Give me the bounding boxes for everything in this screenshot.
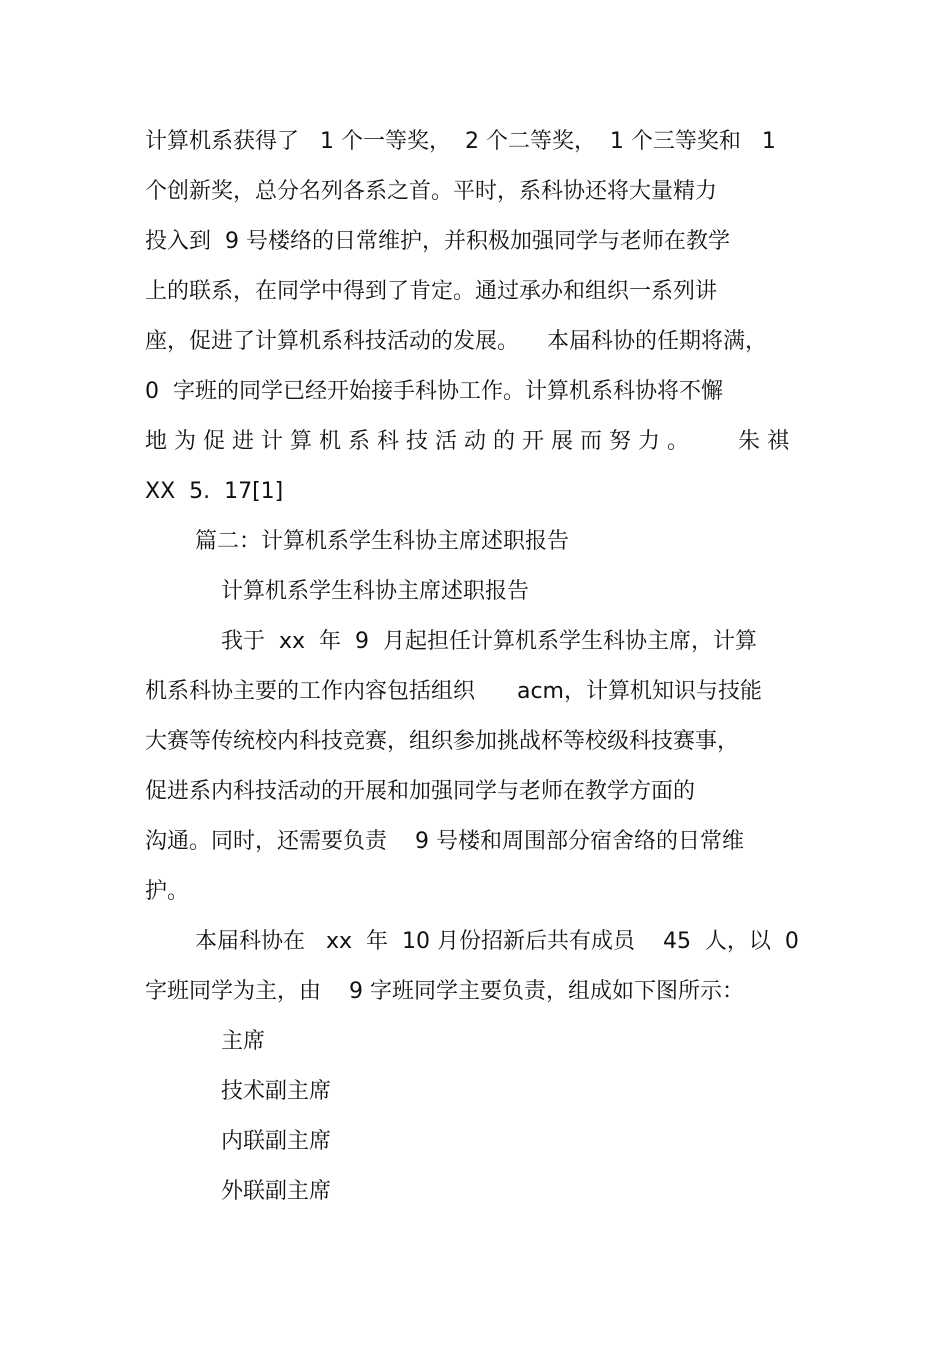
text-line: 0 字班的同学已经开始接手科协工作。计算机系科协将不懈 [145,379,723,404]
text-line: 促进系内科技活动的开展和加强同学与老师在教学方面的 [145,779,696,804]
text-line: 字班同学为主，由 9 字班同学主要负责，组成如下图所示： [145,979,744,1004]
text-line: 地为促进计算机系科技活动的开展而努力。 朱祺 [145,429,796,454]
org-item-chairman: 主席 [221,1029,266,1054]
org-item-tech-vice-chairman: 技术副主席 [221,1079,332,1104]
text-line: 投入到 9 号楼络的日常维护，并积极加强同学与老师在教学 [145,229,730,254]
text-line: 机系科协主要的工作内容包括组织 acm，计算机知识与技能 [145,679,762,704]
text-line: 座，促进了计算机系科技活动的发展。 本届科协的任期将满， [145,329,767,354]
text-line: 沟通。同时，还需要负责 9 号楼和周围部分宿舍络的日常维 [145,829,744,854]
paragraph-start: 我于 xx 年 9 月起担任计算机系学生科协主席，计算 [221,629,757,654]
document-title: 计算机系学生科协主席述职报告 [221,579,530,604]
section-heading: 篇二：计算机系学生科协主席述职报告 [195,529,570,554]
text-line: 计算机系获得了 1 个一等奖， 2 个二等奖， 1 个三等奖和 1 [145,129,776,154]
org-item-internal-vice-chairman: 内联副主席 [221,1129,332,1154]
text-line: 个创新奖，总分名列各系之首。平时，系科协还将大量精力 [145,179,718,204]
date-line: XX 5. 17[1] [145,479,284,504]
text-line: 大赛等传统校内科技竞赛，组织参加挑战杯等校级科技赛事， [145,729,740,754]
paragraph-start: 本届科协在 xx 年 10 月份招新后共有成员 45 人，以 0 [195,929,799,954]
text-line: 护。 [145,879,190,904]
text-line: 上的联系，在同学中得到了肯定。通过承办和组织一系列讲 [145,279,718,304]
org-item-external-vice-chairman: 外联副主席 [221,1179,332,1204]
